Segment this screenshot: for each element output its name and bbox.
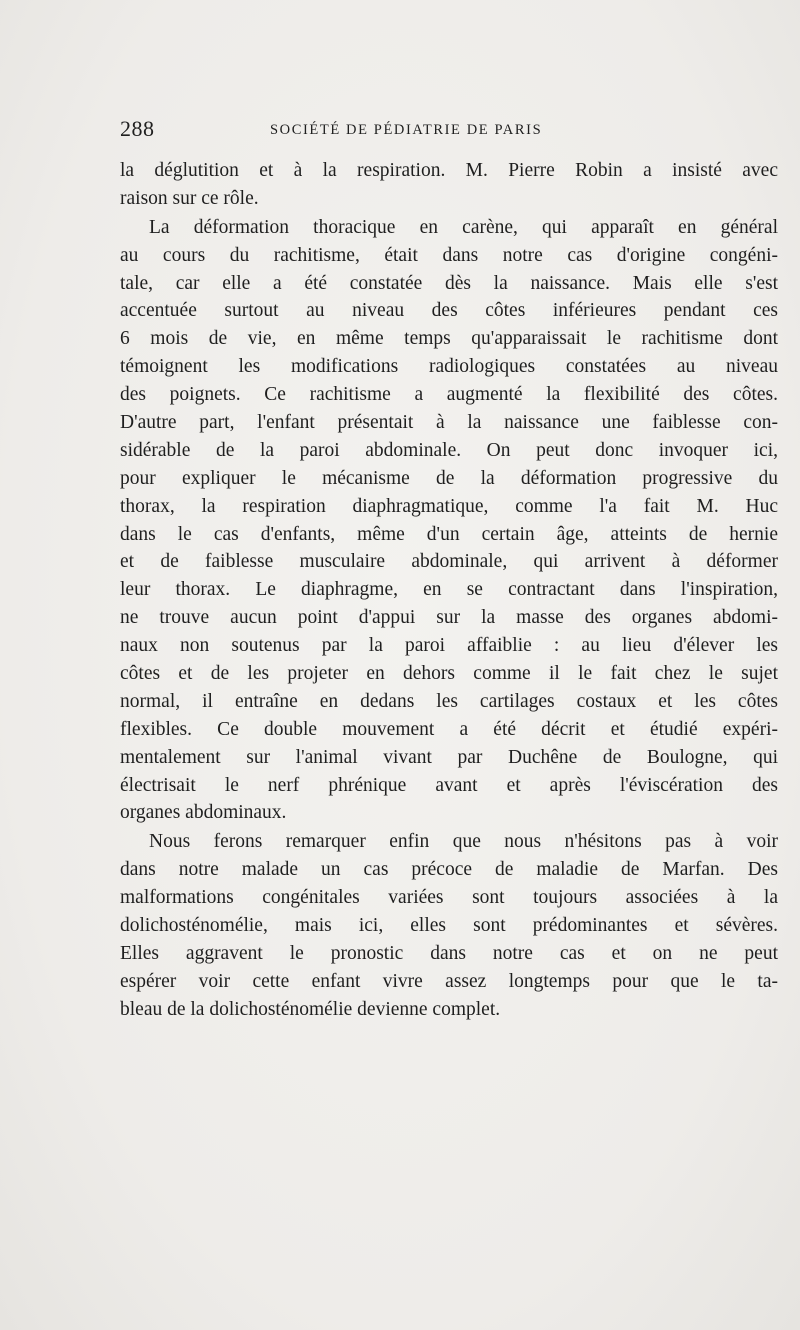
text-line: mentalement sur l'animal vivant par Duchêne de Boulogne, qui bbox=[120, 746, 778, 768]
text-line: dans notre malade un cas précoce de maladie de Marfan. Des bbox=[120, 859, 778, 881]
text-line: pour expliquer le mécanisme de la déformation progressive du bbox=[120, 467, 778, 489]
text-line: dolichosténomélie, mais ici, elles sont prédominantes et sévères. bbox=[120, 915, 778, 937]
text-line: flexibles. Ce double mouvement a été décrit et étudié expéri- bbox=[120, 718, 778, 740]
text-line: espérer voir cette enfant vivre assez longtemps pour que le ta- bbox=[120, 970, 778, 992]
text-line: bleau de la dolichosténomélie devienne complet. bbox=[120, 998, 501, 1020]
text-line: témoignent les modifications radiologiques constatées au niveau bbox=[120, 356, 778, 378]
text-line: organes abdominaux. bbox=[120, 802, 287, 824]
text-line: tale, car elle a été constatée dès la naissance. Mais elle s'est bbox=[120, 272, 778, 294]
page-number: 288 bbox=[120, 116, 155, 141]
text-line: dans le cas d'enfants, même d'un certain âge, atteints de hernie bbox=[120, 523, 778, 545]
text-line: Nous ferons remarquer enfin que nous n'hésitons pas à voir bbox=[149, 831, 778, 853]
text-line: raison sur ce rôle. bbox=[120, 187, 259, 209]
running-head: SOCIÉTÉ DE PÉDIATRIE DE PARIS bbox=[270, 122, 543, 138]
text-line: naux non soutenus par la paroi affaiblie : au lieu d'élever les bbox=[120, 635, 778, 657]
text-line: électrisait le nerf phrénique avant et après l'éviscération des bbox=[120, 774, 778, 796]
text-line: malformations congénitales variées sont toujours associées à la bbox=[120, 887, 778, 909]
text-line: 6 mois de vie, en même temps qu'apparaissait le rachitisme dont bbox=[120, 328, 778, 350]
text-line: et de faiblesse musculaire abdominale, qui arrivent à déformer bbox=[120, 551, 778, 573]
text-line: côtes et de les projeter en dehors comme il le fait chez le sujet bbox=[120, 663, 778, 685]
text-line: Elles aggravent le pronostic dans notre cas et on ne peut bbox=[120, 942, 778, 964]
text-line: leur thorax. Le diaphragme, en se contractant dans l'inspiration, bbox=[120, 579, 778, 601]
text-line: des poignets. Ce rachitisme a augmenté la flexibilité des côtes. bbox=[120, 384, 778, 406]
text-line: au cours du rachitisme, était dans notre cas d'origine congéni- bbox=[120, 244, 778, 266]
text-line: normal, il entraîne en dedans les cartilages costaux et les côtes bbox=[120, 690, 778, 712]
page-header bbox=[120, 116, 780, 146]
text-line: D'autre part, l'enfant présentait à la naissance une faiblesse con- bbox=[120, 412, 778, 434]
text-line: La déformation thoracique en carène, qui apparaît en général bbox=[149, 216, 778, 238]
text-line: sidérable de la paroi abdominale. On peut donc invoquer ici, bbox=[120, 439, 778, 461]
text-line: la déglutition et à la respiration. M. Pierre Robin a insisté avec bbox=[120, 160, 778, 181]
text-line: ne trouve aucun point d'appui sur la masse des organes abdomi- bbox=[120, 607, 778, 629]
body-text bbox=[120, 157, 778, 1024]
text-line: accentuée surtout au niveau des côtes inférieures pendant ces bbox=[120, 300, 778, 322]
text-line: thorax, la respiration diaphragmatique, comme l'a fait M. Huc bbox=[120, 495, 778, 517]
